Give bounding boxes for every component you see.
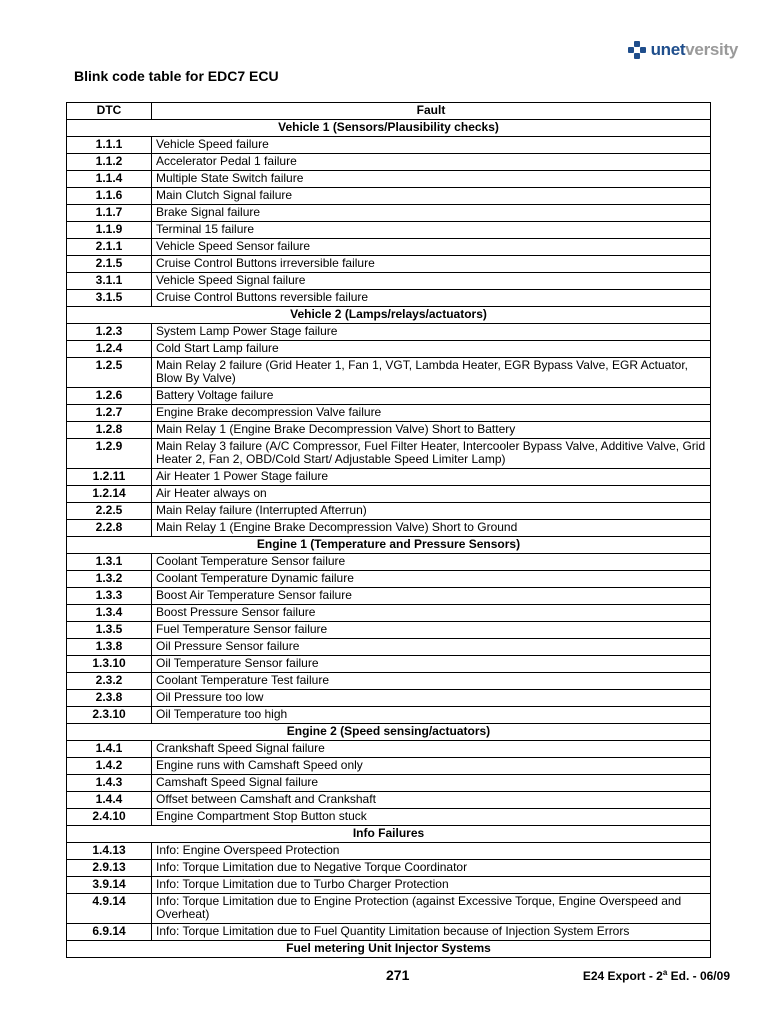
dtc-cell: 1.3.5 — [67, 622, 152, 639]
fault-cell: Coolant Temperature Dynamic failure — [152, 571, 711, 588]
section-row — [67, 537, 711, 554]
dtc-cell: 3.1.1 — [67, 273, 152, 290]
dtc-cell: 1.2.3 — [67, 324, 152, 341]
table-row — [67, 358, 711, 388]
table-row — [67, 469, 711, 486]
table-row — [67, 860, 711, 877]
dtc-cell: 1.2.9 — [67, 439, 152, 469]
fault-cell: Engine Brake decompression Valve failure — [152, 405, 711, 422]
section-title: Engine 1 (Temperature and Pressure Sensors) — [67, 537, 711, 554]
logo-text-versity: versity — [685, 40, 738, 59]
table-row — [67, 290, 711, 307]
table-row — [67, 894, 711, 924]
fault-cell: Oil Pressure too low — [152, 690, 711, 707]
table-row — [67, 188, 711, 205]
dtc-cell: 2.3.10 — [67, 707, 152, 724]
dtc-cell: 1.1.9 — [67, 222, 152, 239]
table-row — [67, 239, 711, 256]
table-row — [67, 388, 711, 405]
fault-cell: Boost Air Temperature Sensor failure — [152, 588, 711, 605]
fault-cell: Crankshaft Speed Signal failure — [152, 741, 711, 758]
header-fault: Fault — [152, 103, 711, 120]
fault-cell: Vehicle Speed Signal failure — [152, 273, 711, 290]
fault-cell: Air Heater 1 Power Stage failure — [152, 469, 711, 486]
table-header-row — [67, 103, 711, 120]
dtc-cell: 2.4.10 — [67, 809, 152, 826]
fault-cell: Terminal 15 failure — [152, 222, 711, 239]
fault-cell: Info: Torque Limitation due to Negative Torque Coordinator — [152, 860, 711, 877]
table-row — [67, 924, 711, 941]
fault-cell: Main Relay 1 (Engine Brake Decompression Valve) Short to Ground — [152, 520, 711, 537]
table-row — [67, 775, 711, 792]
table-row — [67, 256, 711, 273]
fault-cell: Cold Start Lamp failure — [152, 341, 711, 358]
fault-cell: Brake Signal failure — [152, 205, 711, 222]
fault-cell: Main Relay 3 failure (A/C Compressor, Fuel Filter Heater, Intercooler Bypass Valve, Additive Valve, Grid Heater 2, Fan 2, OBD/Cold Start/ Adjustable Speed Limiter Lamp) — [152, 439, 711, 469]
dtc-cell: 4.9.14 — [67, 894, 152, 924]
table-row — [67, 588, 711, 605]
dtc-cell: 1.3.2 — [67, 571, 152, 588]
table-row — [67, 809, 711, 826]
dtc-cell: 1.3.3 — [67, 588, 152, 605]
dtc-cell: 2.1.5 — [67, 256, 152, 273]
fault-cell: Battery Voltage failure — [152, 388, 711, 405]
dtc-cell: 1.4.4 — [67, 792, 152, 809]
dtc-cell: 1.2.7 — [67, 405, 152, 422]
dtc-cell: 1.1.2 — [67, 154, 152, 171]
fault-cell: Main Relay failure (Interrupted Afterrun) — [152, 503, 711, 520]
table-row — [67, 843, 711, 860]
table-row — [67, 639, 711, 656]
table-row — [67, 205, 711, 222]
edition-label — [583, 968, 730, 983]
edition-superscript: a — [662, 968, 668, 977]
table-row — [67, 422, 711, 439]
dtc-cell: 2.9.13 — [67, 860, 152, 877]
logo-mark-icon — [627, 40, 647, 60]
dtc-cell: 2.3.2 — [67, 673, 152, 690]
page-number: 271 — [386, 967, 410, 983]
table-row — [67, 622, 711, 639]
table-row — [67, 137, 711, 154]
fault-cell: Accelerator Pedal 1 failure — [152, 154, 711, 171]
dtc-cell: 1.3.8 — [67, 639, 152, 656]
table-row — [67, 486, 711, 503]
dtc-cell: 1.4.2 — [67, 758, 152, 775]
table-row — [67, 405, 711, 422]
dtc-cell: 1.1.4 — [67, 171, 152, 188]
table-row — [67, 571, 711, 588]
blink-code-table — [66, 102, 711, 958]
dtc-cell: 3.9.14 — [67, 877, 152, 894]
dtc-cell: 1.1.1 — [67, 137, 152, 154]
page-title: Blink code table for EDC7 ECU — [74, 68, 279, 84]
header-dtc: DTC — [67, 103, 152, 120]
fault-cell: Engine runs with Camshaft Speed only — [152, 758, 711, 775]
dtc-cell: 1.4.13 — [67, 843, 152, 860]
dtc-cell: 1.1.7 — [67, 205, 152, 222]
table-row — [67, 222, 711, 239]
table-row — [67, 520, 711, 537]
logo-text-unet: unet — [650, 40, 686, 59]
table-row — [67, 154, 711, 171]
unetversity-logo — [627, 40, 738, 60]
fault-cell: Coolant Temperature Sensor failure — [152, 554, 711, 571]
fault-cell: Coolant Temperature Test failure — [152, 673, 711, 690]
fault-cell: Oil Temperature Sensor failure — [152, 656, 711, 673]
dtc-cell: 3.1.5 — [67, 290, 152, 307]
edition-prefix: E24 Export - 2 — [582, 969, 663, 983]
fault-cell: Boost Pressure Sensor failure — [152, 605, 711, 622]
dtc-cell: 1.4.1 — [67, 741, 152, 758]
table-row — [67, 341, 711, 358]
table-row — [67, 171, 711, 188]
edition-suffix: Ed. - 06/09 — [667, 969, 730, 983]
table-row — [67, 877, 711, 894]
dtc-cell: 2.2.5 — [67, 503, 152, 520]
table-row — [67, 758, 711, 775]
table-row — [67, 656, 711, 673]
logo-wordmark — [651, 40, 738, 60]
section-title: Vehicle 1 (Sensors/Plausibility checks) — [67, 120, 711, 137]
dtc-cell: 1.3.1 — [67, 554, 152, 571]
table-row — [67, 554, 711, 571]
table-row — [67, 273, 711, 290]
section-title: Vehicle 2 (Lamps/relays/actuators) — [67, 307, 711, 324]
section-row — [67, 120, 711, 137]
dtc-cell: 1.3.10 — [67, 656, 152, 673]
fault-cell: System Lamp Power Stage failure — [152, 324, 711, 341]
section-row — [67, 941, 711, 958]
fault-cell: Main Relay 1 (Engine Brake Decompression Valve) Short to Battery — [152, 422, 711, 439]
dtc-cell: 2.3.8 — [67, 690, 152, 707]
fault-cell: Multiple State Switch failure — [152, 171, 711, 188]
table-row — [67, 605, 711, 622]
table-row — [67, 707, 711, 724]
fault-cell: Oil Pressure Sensor failure — [152, 639, 711, 656]
dtc-cell: 1.2.6 — [67, 388, 152, 405]
dtc-cell: 2.2.8 — [67, 520, 152, 537]
dtc-cell: 1.4.3 — [67, 775, 152, 792]
dtc-cell: 1.2.8 — [67, 422, 152, 439]
fault-cell: Cruise Control Buttons reversible failure — [152, 290, 711, 307]
fault-cell: Info: Engine Overspeed Protection — [152, 843, 711, 860]
table-row — [67, 741, 711, 758]
dtc-cell: 1.2.14 — [67, 486, 152, 503]
table-row — [67, 324, 711, 341]
section-row — [67, 307, 711, 324]
fault-cell: Fuel Temperature Sensor failure — [152, 622, 711, 639]
fault-cell: Main Clutch Signal failure — [152, 188, 711, 205]
fault-cell: Info: Torque Limitation due to Engine Protection (against Excessive Torque, Engine Overspeed and Overheat) — [152, 894, 711, 924]
fault-cell: Camshaft Speed Signal failure — [152, 775, 711, 792]
dtc-cell: 1.2.4 — [67, 341, 152, 358]
fault-cell: Info: Torque Limitation due to Turbo Charger Protection — [152, 877, 711, 894]
table-row — [67, 792, 711, 809]
fault-cell: Vehicle Speed failure — [152, 137, 711, 154]
table-body — [67, 120, 711, 958]
fault-cell: Air Heater always on — [152, 486, 711, 503]
dtc-cell: 1.1.6 — [67, 188, 152, 205]
table-row — [67, 503, 711, 520]
table-row — [67, 439, 711, 469]
fault-cell: Cruise Control Buttons irreversible failure — [152, 256, 711, 273]
fault-cell: Main Relay 2 failure (Grid Heater 1, Fan 1, VGT, Lambda Heater, EGR Bypass Valve, EGR Actuator, Blow By Valve) — [152, 358, 711, 388]
fault-cell: Engine Compartment Stop Button stuck — [152, 809, 711, 826]
fault-cell: Offset between Camshaft and Crankshaft — [152, 792, 711, 809]
section-title: Info Failures — [67, 826, 711, 843]
dtc-cell: 2.1.1 — [67, 239, 152, 256]
dtc-cell: 1.3.4 — [67, 605, 152, 622]
fault-cell: Vehicle Speed Sensor failure — [152, 239, 711, 256]
table-row — [67, 690, 711, 707]
table-row — [67, 673, 711, 690]
fault-cell: Info: Torque Limitation due to Fuel Quantity Limitation because of Injection System Errors — [152, 924, 711, 941]
section-title: Fuel metering Unit Injector Systems — [67, 941, 711, 958]
dtc-cell: 1.2.5 — [67, 358, 152, 388]
section-row — [67, 826, 711, 843]
fault-cell: Oil Temperature too high — [152, 707, 711, 724]
dtc-cell: 1.2.11 — [67, 469, 152, 486]
dtc-cell: 6.9.14 — [67, 924, 152, 941]
section-row — [67, 724, 711, 741]
section-title: Engine 2 (Speed sensing/actuators) — [67, 724, 711, 741]
